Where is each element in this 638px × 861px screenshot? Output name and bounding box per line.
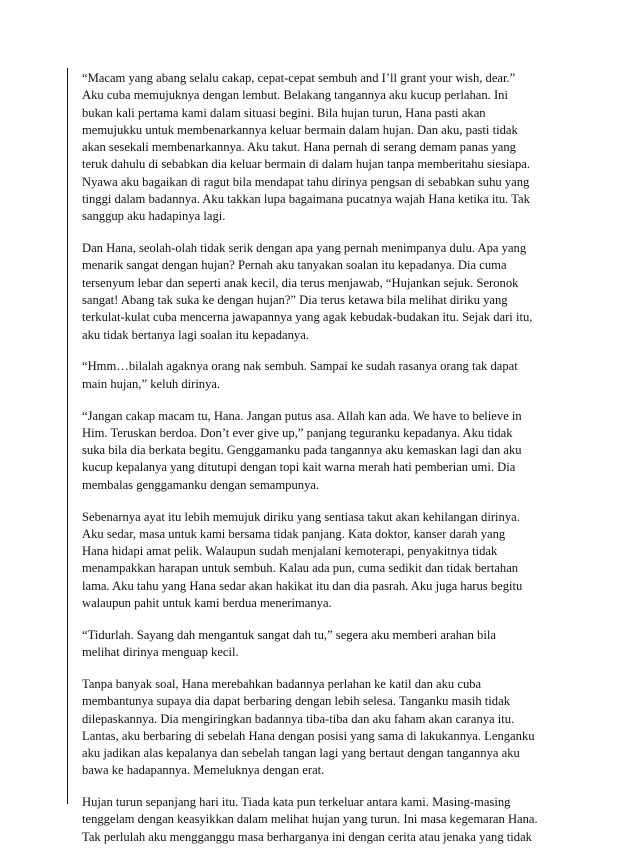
paragraph-5: Sebenarnya ayat itu lebih memujuk diriku yang sentiasa takut akan kehilangan dirinya. Aku sedar, masa untuk kami bersama tidak panjang. Kata doktor, kanser darah yang Hana hidapi amat pelik. Walaupun sudah menjalani kemoterapi, penyakitnya tidak menampakkan harapan untuk sembuh. Kalau ada pun, cuma sedikit dan tidak bertahan lama. Aku tahu yang Hana sedar akan hakikat itu dan dia pasrah. Aku juga harus begitu walaupun pahit untuk kami berdua menerimanya. [82, 509, 523, 611]
paragraph-1: “Macam yang abang selalu cakap, cepat-cepat sembuh and I’ll grant your wish, dear.” Aku cuba memujuknya dengan lembut. Belakang tangannya aku kucup perlahan. Ini bukan kali pertama kami dalam situasi begini. Bila hujan turun, Hana pasti akan memujukku untuk membenarkannya keluar bermain dalam hujan. Dan aku, pasti tidak akan sesekali membenarkannya. Aku takut. Hana pernah di serang demam panas yang teruk dahulu di sebabkan dia keluar bermain di dalam hujan tanpa memberitahu siesiapa. Nyawa aku bagaikan di ragut bila mendapat tahu dirinya pengsan di sebabkan suhu yang tinggi dalam badannya. Aku takkan lupa bagaimana pucatnya wajah Hana ketika itu. Tak sanggup aku hadapinya lagi. [82, 71, 530, 224]
paragraph-3: “Hmm…bilalah agaknya orang nak sembuh. Sampai ke sudah rasanya orang tak dapat main hujan,” keluh dirinya. [82, 359, 518, 391]
paragraph-4: “Jangan cakap macam tu, Hana. Jangan putus asa. Allah kan ada. We have to believe in Him. Teruskan berdoa. Don’t ever give up,” panjang teguranku kepadanya. Aku tidak suka bila dia berkata begitu. Genggamanku pada tangannya aku kemaskan lagi dan aku kucup kepalanya yang ditutupi dengan topi kait warna merah hati pemberian umi. Dia membalas genggamanku dengan semampunya. [82, 408, 522, 492]
document-body [82, 70, 562, 861]
paragraph-8: Hujan turun sepanjang hari itu. Tiada kata pun terkeluar antara kami. Masing-masing tenggelam dengan keasyikkan dalam melihat hujan yang turun. Ini masa kegemaran Hana. Tak perlulah aku mengganggu masa berharganya ini dengan cerita atau jenaka yang tidak [82, 795, 538, 844]
paragraph-7: Tanpa banyak soal, Hana merebahkan badannya perlahan ke katil dan aku cuba membantunya supaya dia dapat berbaring dengan lebih selesa. Tanganku masih tidak dilepaskannya. Dia mengiringkan badannya tiba-tiba dan aku faham akan caranya itu. Lantas, aku berbaring di sebelah Hana dengan posisi yang sama di lakukannya. Lenganku aku jadikan alas kepalanya dan sebelah tangan lagi yang bertaut dengan tangannya aku bawa ke hadapannya. Memeluknya dengan erat. [82, 676, 535, 778]
paragraph-2: Dan Hana, seolah-olah tidak serik dengan apa yang pernah menimpanya dulu. Apa yang menarik sangat dengan hujan? Pernah aku tanyakan soalan itu kepadanya. Dia cuma tersenyum lebar dan seperti anak kecil, dia terus menjawab, “Hujankan sejuk. Seronok sangat! Abang tak suka ke dengan hujan?” Dia terus ketawa bila melihat diriku yang terkulat-kulat cuba mencerna jawapannya yang agak kebudak-budakan itu. Sejak dari itu, aku tidak bertanya lagi soalan itu kepadanya. [82, 241, 533, 342]
paragraph-6: “Tidurlah. Sayang dah mengantuk sangat dah tu,” segera aku memberi arahan bila melihat dirinya menguap kecil. [82, 627, 496, 660]
margin-rule [67, 68, 68, 804]
